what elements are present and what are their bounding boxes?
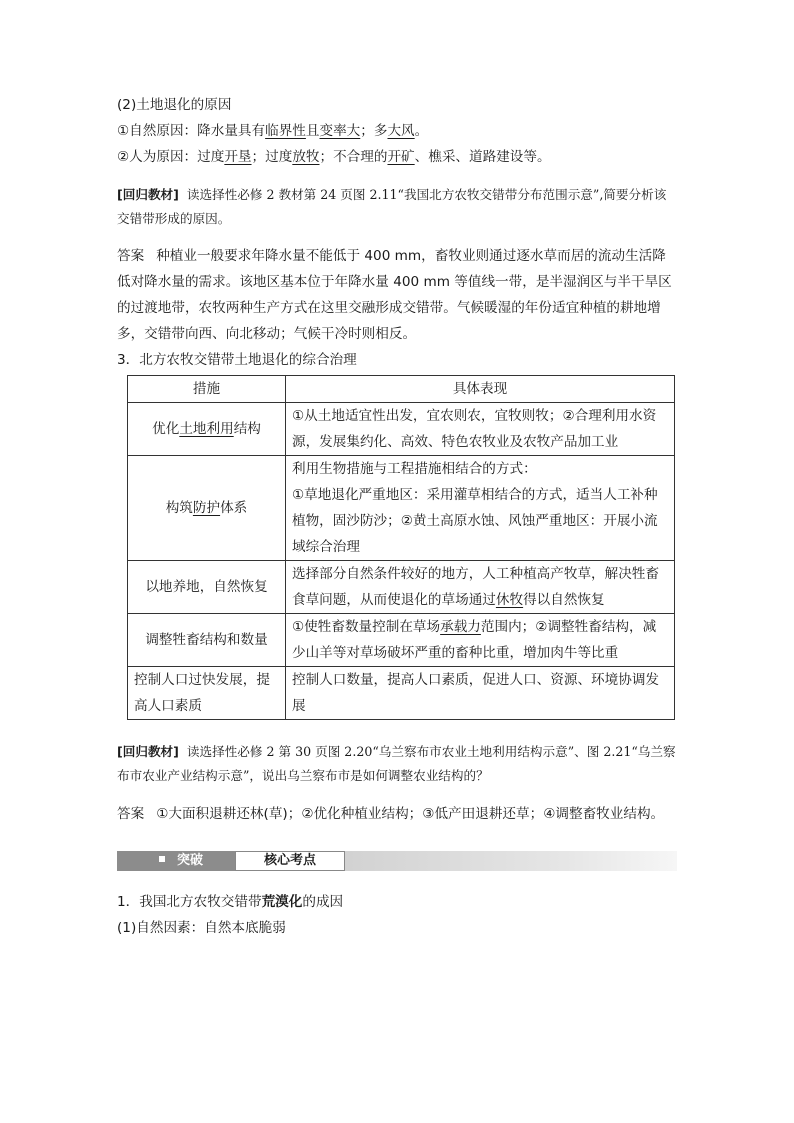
table-header-row [128, 376, 675, 403]
measure-cell: 构筑防护体系 [128, 456, 286, 561]
review-tag: [回归教材] [117, 186, 179, 202]
measure-cell: 以地养地，自然恢复 [128, 561, 286, 614]
review-tag: [回归教材] [117, 744, 179, 760]
detail-cell: 选择部分自然条件较好的地方，人工种植高产牧草，解决牲畜食草问题，从而使退化的草场通过休牧得以自然恢复 [286, 561, 675, 614]
section4-heading: 1．我国北方农牧交错带荒漠化的成因 [117, 893, 344, 910]
review-question-2: [回归教材] 读选择性必修 2 第 30 页图 2.20“乌兰察布市农业土地利用结构示意”、图 2.21“乌兰察布市农业产业结构示意”，说出乌兰察布市是如何调整农业结构的？ [117, 744, 676, 784]
banner-right: 核心考点 [235, 851, 345, 871]
section3-heading: 3．北方农牧交错带土地退化的综合治理 [117, 352, 357, 369]
detail-cell: 利用生物措施与工程措施相结合的方式： ①草地退化严重地区：采用灌草相结合的方式，适当人工补种植物，固沙防沙；②黄土高原水蚀、风蚀严重地区：开展小流域综合治理 [286, 456, 675, 561]
detail-cell: 控制人口数量，提高人口素质，促进人口、资源、环境协调发展 [286, 667, 675, 720]
table-row [128, 561, 675, 614]
section-banner [117, 851, 677, 875]
answer-label: 答案 [117, 248, 145, 265]
human-cause: ②人为原因：过度开垦；过度放牧；不合理的开矿、樵采、道路建设等。 [117, 149, 551, 165]
table-header-measure: 措施 [128, 376, 286, 403]
detail-cell: ①从土地适宜性出发，宜农则农，宜牧则牧；②合理利用水资源，发展集约化、高效、特色农牧业及农牧产品加工业 [286, 403, 675, 456]
square-icon [159, 856, 165, 862]
table-header-detail: 具体表现 [286, 376, 675, 403]
section2-heading: (2)土地退化的原因 [117, 97, 232, 113]
measure-cell: 优化土地利用结构 [128, 403, 286, 456]
answer-label: 答案 [117, 805, 145, 822]
document-page [117, 92, 677, 941]
table-row [128, 614, 675, 667]
review-question-1: [回归教材] 读选择性必修 2 教材第 24 页图 2.11“我国北方农牧交错带分布范围示意”,简要分析该交错带形成的原因。 [117, 186, 667, 226]
banner-left: 突破 [117, 851, 235, 871]
review-answer-1: 答案 种植业一般要求年降水量不能低于 400 mm，畜牧业则通过逐水草而居的流动生活降低对降水量的需求。该地区基本位于年降水量 400 mm 等值线一带，是半湿润区与半干旱区的过渡地带，农牧两种生产方式在这里交融形成交错带。气候暖湿的年份适宜种植的耕地增多，交错带向西、向北移动；气候干冷时则相反。 [117, 248, 672, 343]
section4-sub: (1)自然因素：自然本底脆弱 [117, 919, 286, 936]
table-row [128, 403, 675, 456]
table-row [128, 456, 675, 561]
detail-cell: ①使牲畜数量控制在草场承载力范围内；②调整牲畜结构，减少山羊等对草场破坏严重的畜种比重，增加肉牛等比重 [286, 614, 675, 667]
measure-cell: 控制人口过快发展，提高人口素质 [128, 667, 286, 720]
governance-table [127, 375, 675, 720]
measure-cell: 调整牲畜结构和数量 [128, 614, 286, 667]
natural-cause: ①自然原因：降水量具有临界性且变率大；多大风。 [117, 123, 429, 139]
table-row [128, 667, 675, 720]
review-answer-2: 答案 ①大面积退耕还林(草)；②优化种植业结构；③低产田退耕还草；④调整畜牧业结构。 [117, 805, 665, 822]
